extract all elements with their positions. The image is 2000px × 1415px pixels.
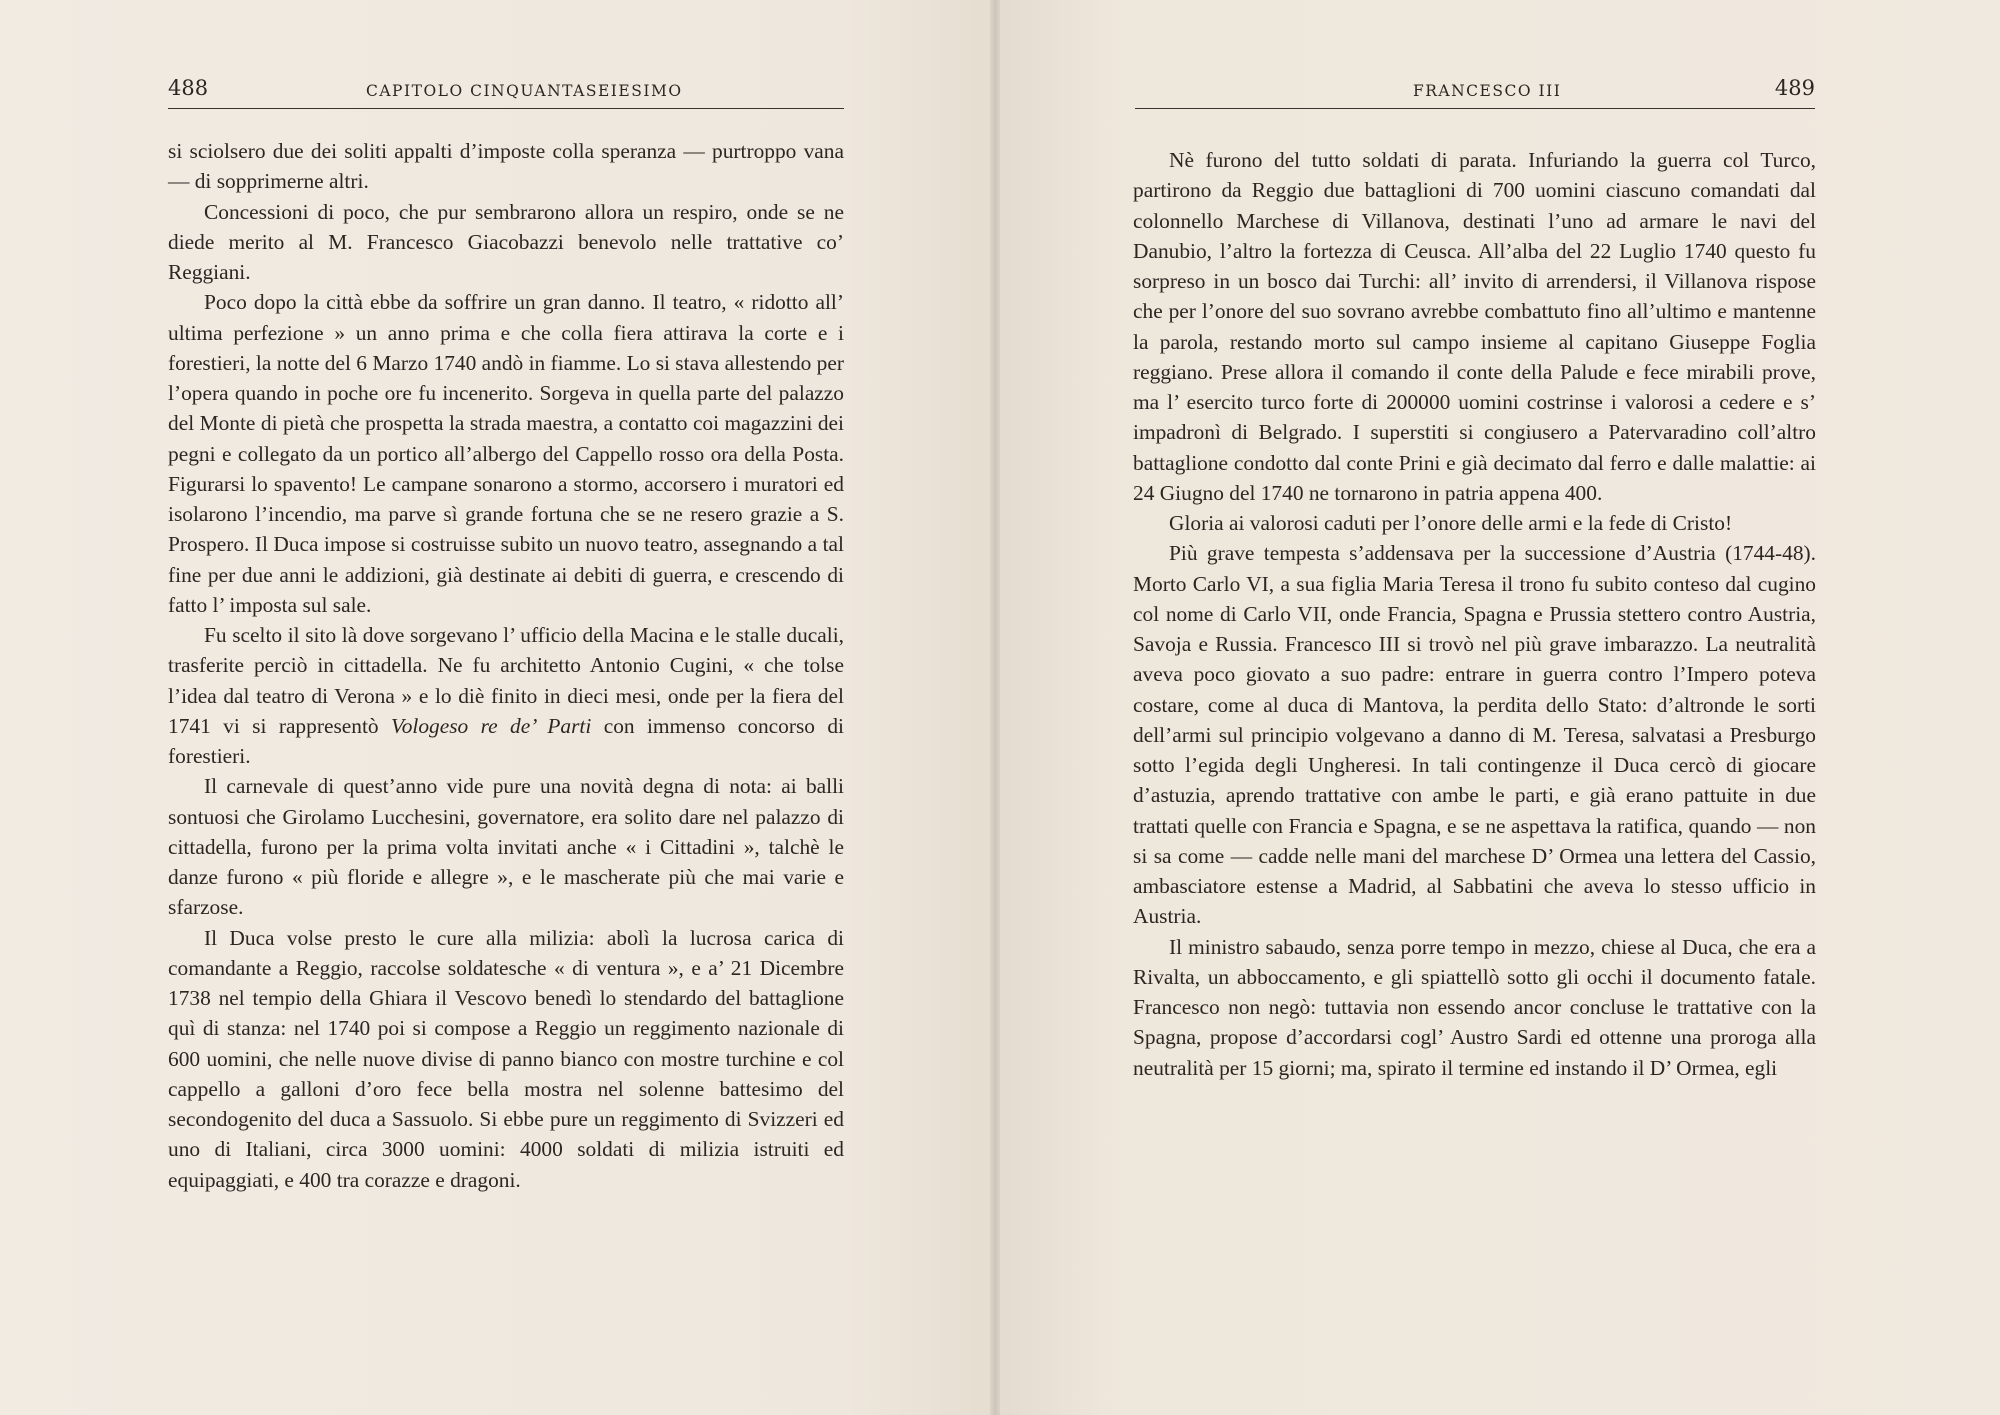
left-page-text (168, 136, 844, 1195)
book-gutter (990, 0, 1000, 1415)
paragraph: Il carnevale di quest’anno vide pure una novità degna di nota: ai balli sontuosi che Girolamo Lucchesini, governatore, era solito dare nel palazzo di cittadella, furono per la prima volta invitati anche « i Cittadini », talchè le danze furono « più floride e allegre », e le mascherate più che mai varie e sfarzose. (168, 774, 844, 920)
paragraph-text: Fu scelto il sito là dove sorgevano l’ ufficio della Macina e le stalle ducali, trasferite perciò in cittadella. Ne fu architetto Antonio Cugini, « che tolse l’idea dal teatro di Verona » e lo diè finito in dieci mesi, onde per la fiera del 1741 vi si rappresentò (168, 623, 844, 738)
paragraph: Nè furono del tutto soldati di parata. Infuriando la guerra col Turco, partirono da Reggio due battaglioni di 700 uomini ciascuno comandati dal colonnello Marchese di Villanova, destinati l’uno ad armare le navi del Danubio, l’altro la fortezza di Ceusca. All’alba del 22 Luglio 1740 questo fu sorpreso in un bosco dai Turchi: all’ invito di arrendersi, il Villanova rispose che per l’onore del suo sovrano avrebbe combattuto fino all’ultimo e mantenne la parola, restando morto sul campo insieme al capitano Giuseppe Foglia reggiano. Prese allora il comando il conte della Palude e fece mirabili prove, ma l’ esercito turco forte di 200000 uomini costrinse i valorosi a cedere e s’ impadronì di Belgrado. I superstiti si congiusero a Patervaradino coll’altro battaglione condotto dal conte Prini e già decimato dal ferro e dalle malattie: ai 24 Giugno del 1740 ne tornarono in patria appena 400. (1133, 148, 1816, 505)
paragraph-text: con immenso concorso di forestieri. (168, 713, 845, 768)
paragraph: Il ministro sabaudo, senza porre tempo in mezzo, chiese al Duca, che era a Rivalta, un abboccamento, e gli spiattellò sotto gli occhi il documento fatale. Francesco non negò: tuttavia non essendo ancor concluse le trattative con la Spagna, propose d’accordarsi cogl’ Austro Sardi ed ottenne una proroga alla neutralità per 15 giorni; ma, spirato il termine ed instando il D’ Ormea, egli (1133, 934, 1816, 1080)
paragraph: Gloria ai valorosi caduti per l’onore delle armi e la fede di Cristo! (1169, 511, 1733, 535)
left-page-header (168, 74, 844, 109)
paragraph: si sciolsero due dei soliti appalti d’imposte colla speranza — purtroppo vana — di sopprimerne altri. (168, 139, 844, 194)
paragraph: Il Duca volse presto le cure alla milizia: abolì la lucrosa carica di comandante a Reggio, raccolse soldatesche « di ventura », e a’ 21 Dicembre 1738 nel tempio della Ghiara il Vescovo benedì lo stendardo del battaglione quì di stanza: nel 1740 poi si compose a Reggio un reggimento nazionale di 600 uomini, che nelle nuove divise di panno bianco con mostre turchine e col cappello a galloni d’oro fece bella mostra nel solenne battesimo del secondogenito del duca a Sassuolo. Si ebbe pure un reggimento di Svizzeri ed uno di Italiani, circa 3000 uomini: 4000 soldati di milizia istruiti ed equipaggiati, e 400 tra corazze e dragoni. (168, 925, 844, 1192)
right-page-number: 489 (1774, 76, 1815, 100)
paragraph (168, 620, 844, 771)
paragraph: Concessioni di poco, che pur sembrarono allora un respiro, onde se ne diede merito al M. Francesco Giacobazzi benevolo nelle trattative co’ Reggiani. (168, 199, 844, 284)
paragraph: Poco dopo la città ebbe da soffrire un gran danno. Il teatro, « ridotto all’ ultima perfezione » un anno prima e che colla fiera attirava la corte e i forestieri, la notte del 6 Marzo 1740 andò in fiamme. Lo si stava allestendo per l’opera quando in poche ore fu incenerito. Sorgeva in quella parte del palazzo del Monte di pietà che prospetta la strada maestra, a contatto coi magazzini dei pegni e collegato da un portico all’albergo del Cappello rosso ora della Posta. Figurarsi lo spavento! Le campane sonarono a stormo, accorsero i muratori ed isolarono l’incendio, ma parve sì grande fortuna che se ne resero grazie a S. Prospero. Il Duca impose si costruisse subito un nuovo teatro, assegnando a tal fine per due anni le addizioni, già destinate ai debiti di guerra, e crescendo di fatto l’ imposta sul sale. (168, 290, 844, 617)
paragraph: Più grave tempesta s’addensava per la successione d’Austria (1744-48). Morto Carlo VI, a sua figlia Maria Teresa il trono fu subito conteso dal cugino col nome di Carlo VII, onde Francia, Spagna e Prussia stettero contro Austria, Savoja e Russia. Francesco III si trovò nel più grave imbarazzo. La neutralità aveva poco giovato a suo padre: entrare in guerra contro l’Impero poteva costare, come al duca di Mantova, la perdita dello Stato: d’altronde le sorti dell’armi sul principio volgevano a danno di M. Teresa, salvatasi a Presburgo sotto l’egida degli Ungheresi. In tali contingenze il Duca cercò di giocare d’astuzia, aprendo trattative con ambe le parti, e già erano pattuite in due trattati quelle con Francia e Spagna, e se ne aspettava la ratifica, quando — non si sa come — cadde nelle mani del marchese D’ Ormea una lettera del Cassio, ambasciatore estense a Madrid, al Sabbatini che aveva lo stesso ufficio in Austria. (1133, 541, 1816, 929)
left-running-head: CAPITOLO CINQUANTASEIESIMO (366, 82, 683, 100)
right-running-head: FRANCESCO III (1413, 82, 1562, 100)
right-page-text (1133, 145, 1816, 1083)
italic-opera-title: Vologeso re de’ Parti (391, 713, 592, 738)
left-page-number: 488 (168, 76, 209, 100)
right-page-header (1135, 74, 1815, 109)
